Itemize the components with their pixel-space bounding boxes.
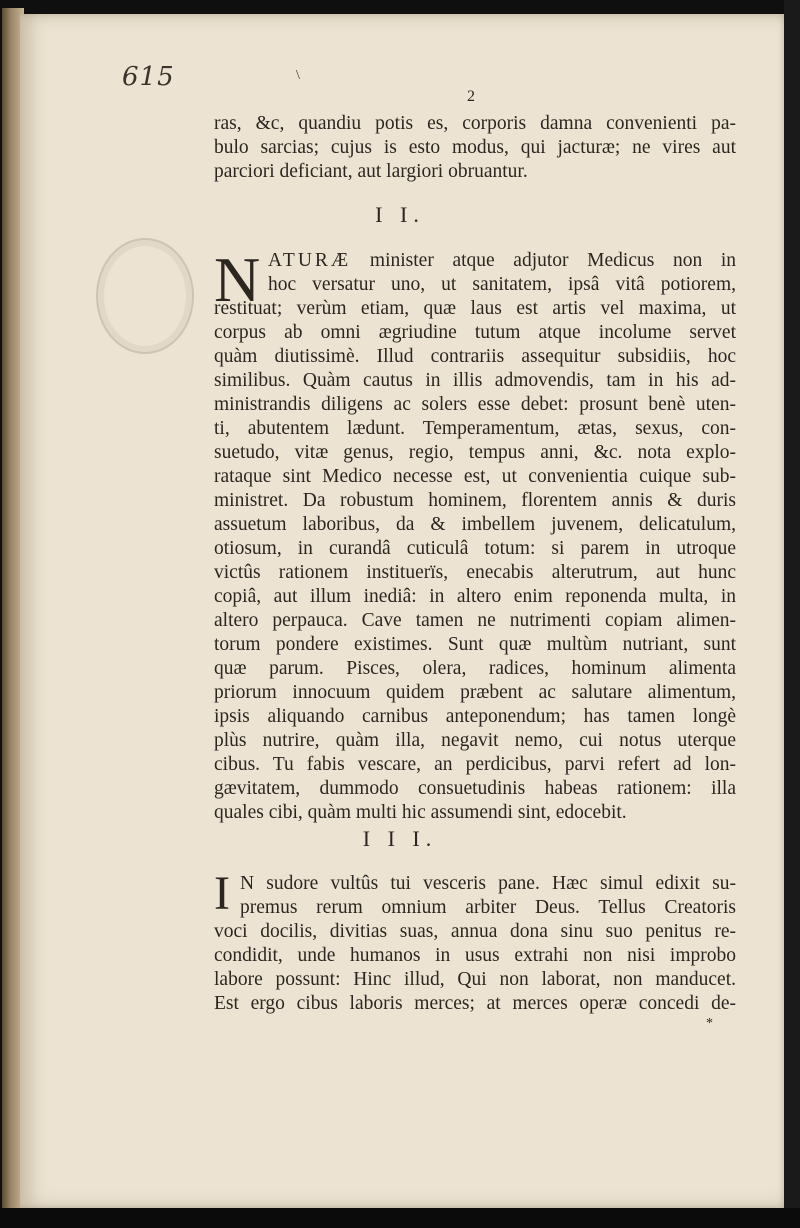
text-line: similibus. Quàm cautus in illis admovendis, tam in his ad- — [214, 370, 736, 391]
text-line: corpus ab omni ægriudine tutum atque incolume servet — [214, 322, 736, 343]
text-line: ipsis aliquando carnibus anteponendum; has tamen longè — [214, 706, 736, 727]
drop-cap: I — [214, 867, 230, 920]
text-line: quàm diutissimè. Illud contrariis assequitur subsidiis, hoc — [214, 346, 736, 367]
section-number: I I I. — [362, 826, 438, 851]
text-line: voci docilis, divitias suas, annua dona sinu suo penitus re- — [214, 921, 736, 942]
text-line — [268, 249, 736, 273]
text-line: quales cibi, quàm multi hic assumendi sint, edocebit. — [214, 802, 627, 823]
text-line: ti, abutentem lædunt. Temperamentum, ætas, sexus, con- — [214, 418, 736, 439]
text-line: assuetum laboribus, da & imbellem juvenem, delicatulum, — [214, 514, 736, 535]
handwritten-folio-number: 615 — [122, 62, 175, 92]
text-line: premus rerum omnium arbiter Deus. Tellus Creatoris — [240, 897, 736, 918]
library-stamp-icon — [96, 238, 194, 354]
text-line: suetudo, vitæ genus, regio, tempus anni, &c. nota explo- — [214, 442, 736, 463]
text-line: priorum innocuum quidem præbent ac salutare alimentum, — [214, 682, 736, 703]
text-line: ras, &c, quandiu potis es, corporis damna convenienti pa- — [214, 113, 736, 134]
text-segment: minister atque adjutor Medicus non in — [369, 250, 737, 271]
text-line: N sudore vultûs tui vesceris pane. Hæc simul edixit su- — [240, 873, 736, 894]
text-line: bulo sarcias; cujus is esto modus, qui jacturæ; ne vires aut — [214, 137, 736, 158]
text-line: altero perpauca. Cave tamen ne nutrimenti copiam alimen- — [214, 610, 736, 631]
text-line: ministret. Da robustum hominem, florentem annis & duris — [214, 490, 736, 511]
text-line: copiâ, aut illum inediâ: in altero enim reponenda multa, in — [214, 586, 736, 607]
first-word: ATURÆ — [268, 250, 352, 271]
text-line: victûs rationem instituerïs, enecabis alterutrum, aut hunc — [214, 562, 736, 583]
text-line: restituat; verùm etiam, quæ laus est artis vel maxima, ut — [214, 298, 736, 319]
section-number: I I. — [375, 202, 425, 227]
text-line: labore possunt: Hinc illud, Qui non laborat, non manducet. — [214, 969, 736, 990]
signature-number: 2 — [467, 88, 475, 105]
text-line: torum pondere existimes. Sunt quæ multùm nutriant, sunt — [214, 634, 736, 655]
text-line: Est ergo cibus laboris merces; at merces operæ concedi de- — [214, 993, 736, 1014]
page-gutter-shadow — [784, 0, 800, 1228]
text-line: hoc versatur uno, ut sanitatem, ipsâ vitâ potiorem, — [268, 274, 736, 295]
text-line: gævitatem, dummodo consuetudinis habeas rationem: illa — [214, 778, 736, 799]
text-line: otiosum, in curandâ cuticulâ totum: si parem in utroque — [214, 538, 736, 559]
catchword-mark: * — [706, 1016, 713, 1031]
text-line: condidit, unde humanos in usus extrahi non nisi improbo — [214, 945, 736, 966]
page-bottom-shadow — [0, 1208, 800, 1228]
tick-mark: \ — [296, 68, 300, 83]
text-line: plùs nutrire, quàm illa, negavit nemo, cui notus uterque — [214, 730, 736, 751]
text-line: ministrandis diligens ac solers esse debet: prosunt benè uten- — [214, 394, 736, 415]
text-line: quæ parum. Pisces, olera, radices, hominum alimenta — [214, 658, 736, 679]
text-line: parciori deficiant, aut largiori obruantur. — [214, 161, 528, 182]
drop-cap: N — [214, 244, 261, 315]
text-line: cibus. Tu fabis vescare, an perdicibus, parvi refert ad lon- — [214, 754, 736, 775]
text-line: rataque sint Medico necesse est, ut convenientia cuique sub- — [214, 466, 736, 487]
